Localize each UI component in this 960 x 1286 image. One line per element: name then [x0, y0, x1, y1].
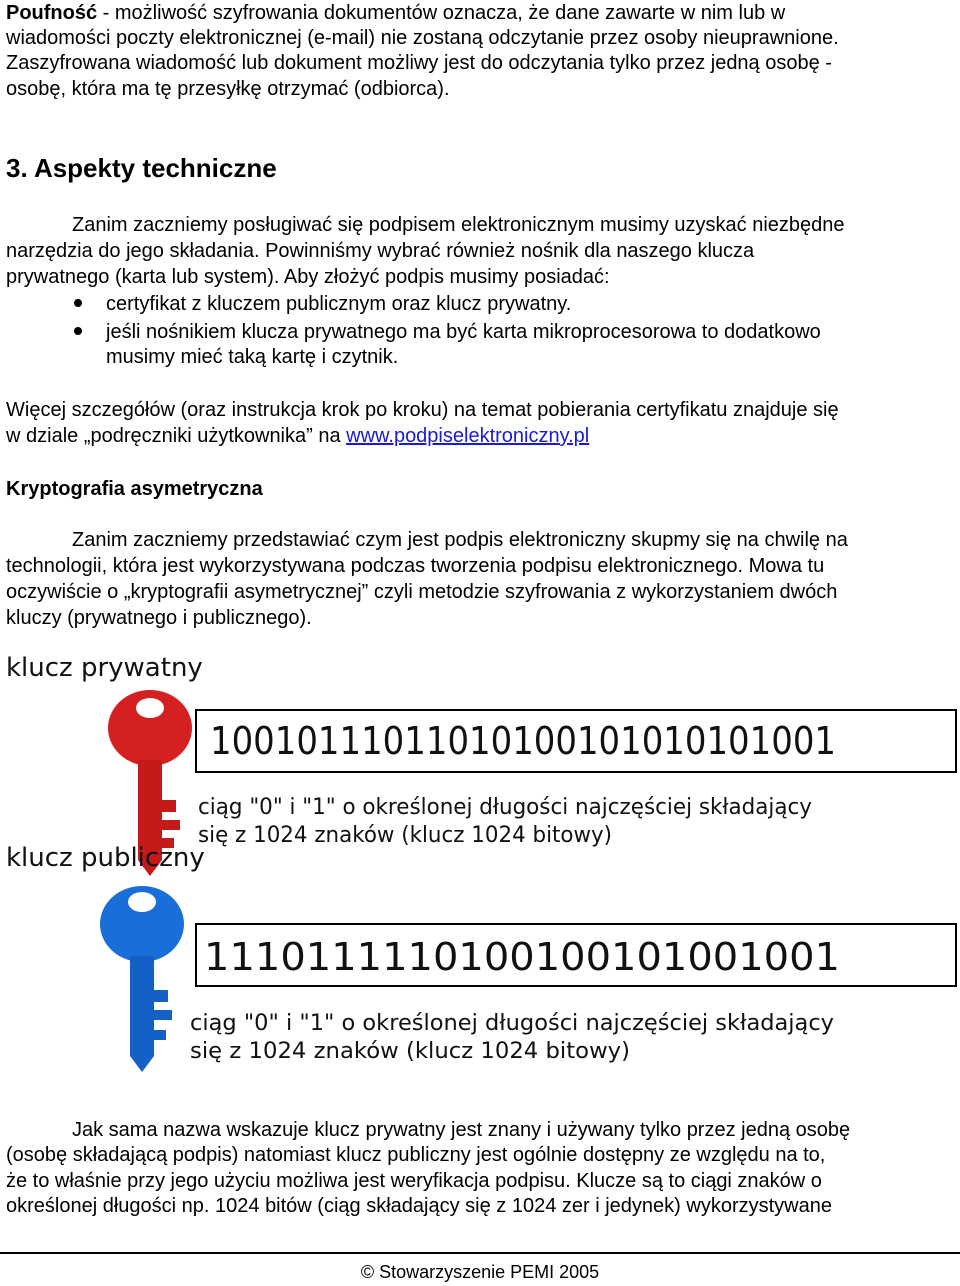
crypto-title: Kryptografia asymetryczna: [6, 478, 263, 500]
intro-line-1: [6, 0, 785, 26]
public-bits: 1110111110100100101001001: [204, 935, 840, 979]
closing-line-3: że to właśnie przy jego użyciu możliwa jest weryfikacja podpisu. Klucze są to ciągi znaków o: [6, 1170, 822, 1192]
keys-figure: [0, 640, 960, 1080]
footer-copyright: © Stowarzyszenie PEMI 2005: [360, 1262, 600, 1282]
footer-divider: [0, 1252, 960, 1254]
public-desc-1: ciąg "0" i "1" o określonej długości najczęściej składający: [190, 1011, 835, 1036]
private-desc-1: ciąg "0" i "1" o określonej długości najczęściej składający: [198, 795, 812, 820]
crypto-p4: kluczy (prywatnego i publicznego).: [6, 607, 312, 629]
crypto-p1: Zanim zaczniemy przedstawiać czym jest podpis elektroniczny skupmy się na chwilę na: [72, 529, 848, 551]
closing-line-4: określonej długości np. 1024 bitów (ciąg składający się z 1024 zer i jedynek) wykorzystywane: [6, 1195, 832, 1217]
intro-line-3: Zaszyfrowana wiadomość lub dokument możliwy jest do odczytania tylko przez jedną osobę -: [6, 52, 832, 74]
bullet-item-2: jeśli nośnikiem klucza prywatnego ma być karta mikroprocesorowa to dodatkowo: [106, 321, 821, 343]
public-key-icon: [100, 886, 184, 1072]
intro-line-2: wiadomości poczty elektronicznej (e-mail) nie zostaną odczytanie przez osoby nieuprawnione.: [6, 27, 839, 49]
section-3-title: 3. Aspekty techniczne: [6, 153, 277, 183]
private-key-label: klucz prywatny: [6, 653, 203, 683]
website-link[interactable]: www.podpiselektroniczny.pl: [346, 425, 590, 447]
bullet-item-2-cont: musimy mieć taką kartę i czytnik.: [106, 346, 399, 368]
more-info-line-1: Więcej szczegółów (oraz instrukcja krok po kroku) na temat pobierania certyfikatu znajduje się: [6, 399, 839, 421]
more-info-line-2: [6, 423, 589, 449]
section-3-p3: prywatnego (karta lub system). Aby złożyć podpis musimy posiadać:: [6, 266, 610, 288]
public-desc-2: się z 1024 znaków (klucz 1024 bitowy): [190, 1039, 630, 1064]
intro-line-1-rest: - możliwość szyfrowania dokumentów oznacza, że dane zawarte w nim lub w: [97, 2, 786, 24]
intro-line-4: osobę, która ma tę przesyłkę otrzymać (odbiorca).: [6, 78, 450, 100]
section-3-p2: narzędzia do jego składania. Powinniśmy wybrać również nośnik dla naszego klucza: [6, 240, 755, 262]
intro-term: Poufność: [6, 2, 98, 24]
section-3-p1: Zanim zaczniemy posługiwać się podpisem elektronicznym musimy uzyskać niezbędne: [72, 214, 845, 236]
closing-line-1: Jak sama nazwa wskazuje klucz prywatny jest znany i używany tylko przez jedną osobę: [72, 1119, 851, 1141]
public-key-label: klucz publiczny: [6, 843, 205, 873]
private-desc-2: się z 1024 znaków (klucz 1024 bitowy): [198, 823, 612, 848]
crypto-p2: technologii, która jest wykorzystywana podczas tworzenia podpisu elektronicznego. Mowa tu: [6, 555, 825, 577]
bullet-item-1: certyfikat z kluczem publicznym oraz klucz prywatny.: [106, 293, 572, 315]
bullet-marker: [74, 299, 82, 307]
crypto-p3: oczywiście o „kryptografii asymetrycznej” czyli metodzie szyfrowania z wykorzystaniem dwóch: [6, 581, 838, 603]
more-info-prefix: w dziale „podręczniki użytkownika” na: [6, 425, 347, 447]
bullet-marker: [74, 327, 82, 335]
closing-line-2: (osobę składającą podpis) natomiast klucz publiczny jest ogólnie dostępny ze względu na to,: [6, 1144, 826, 1166]
private-bits: 10010111011010100101010101001: [210, 719, 836, 763]
